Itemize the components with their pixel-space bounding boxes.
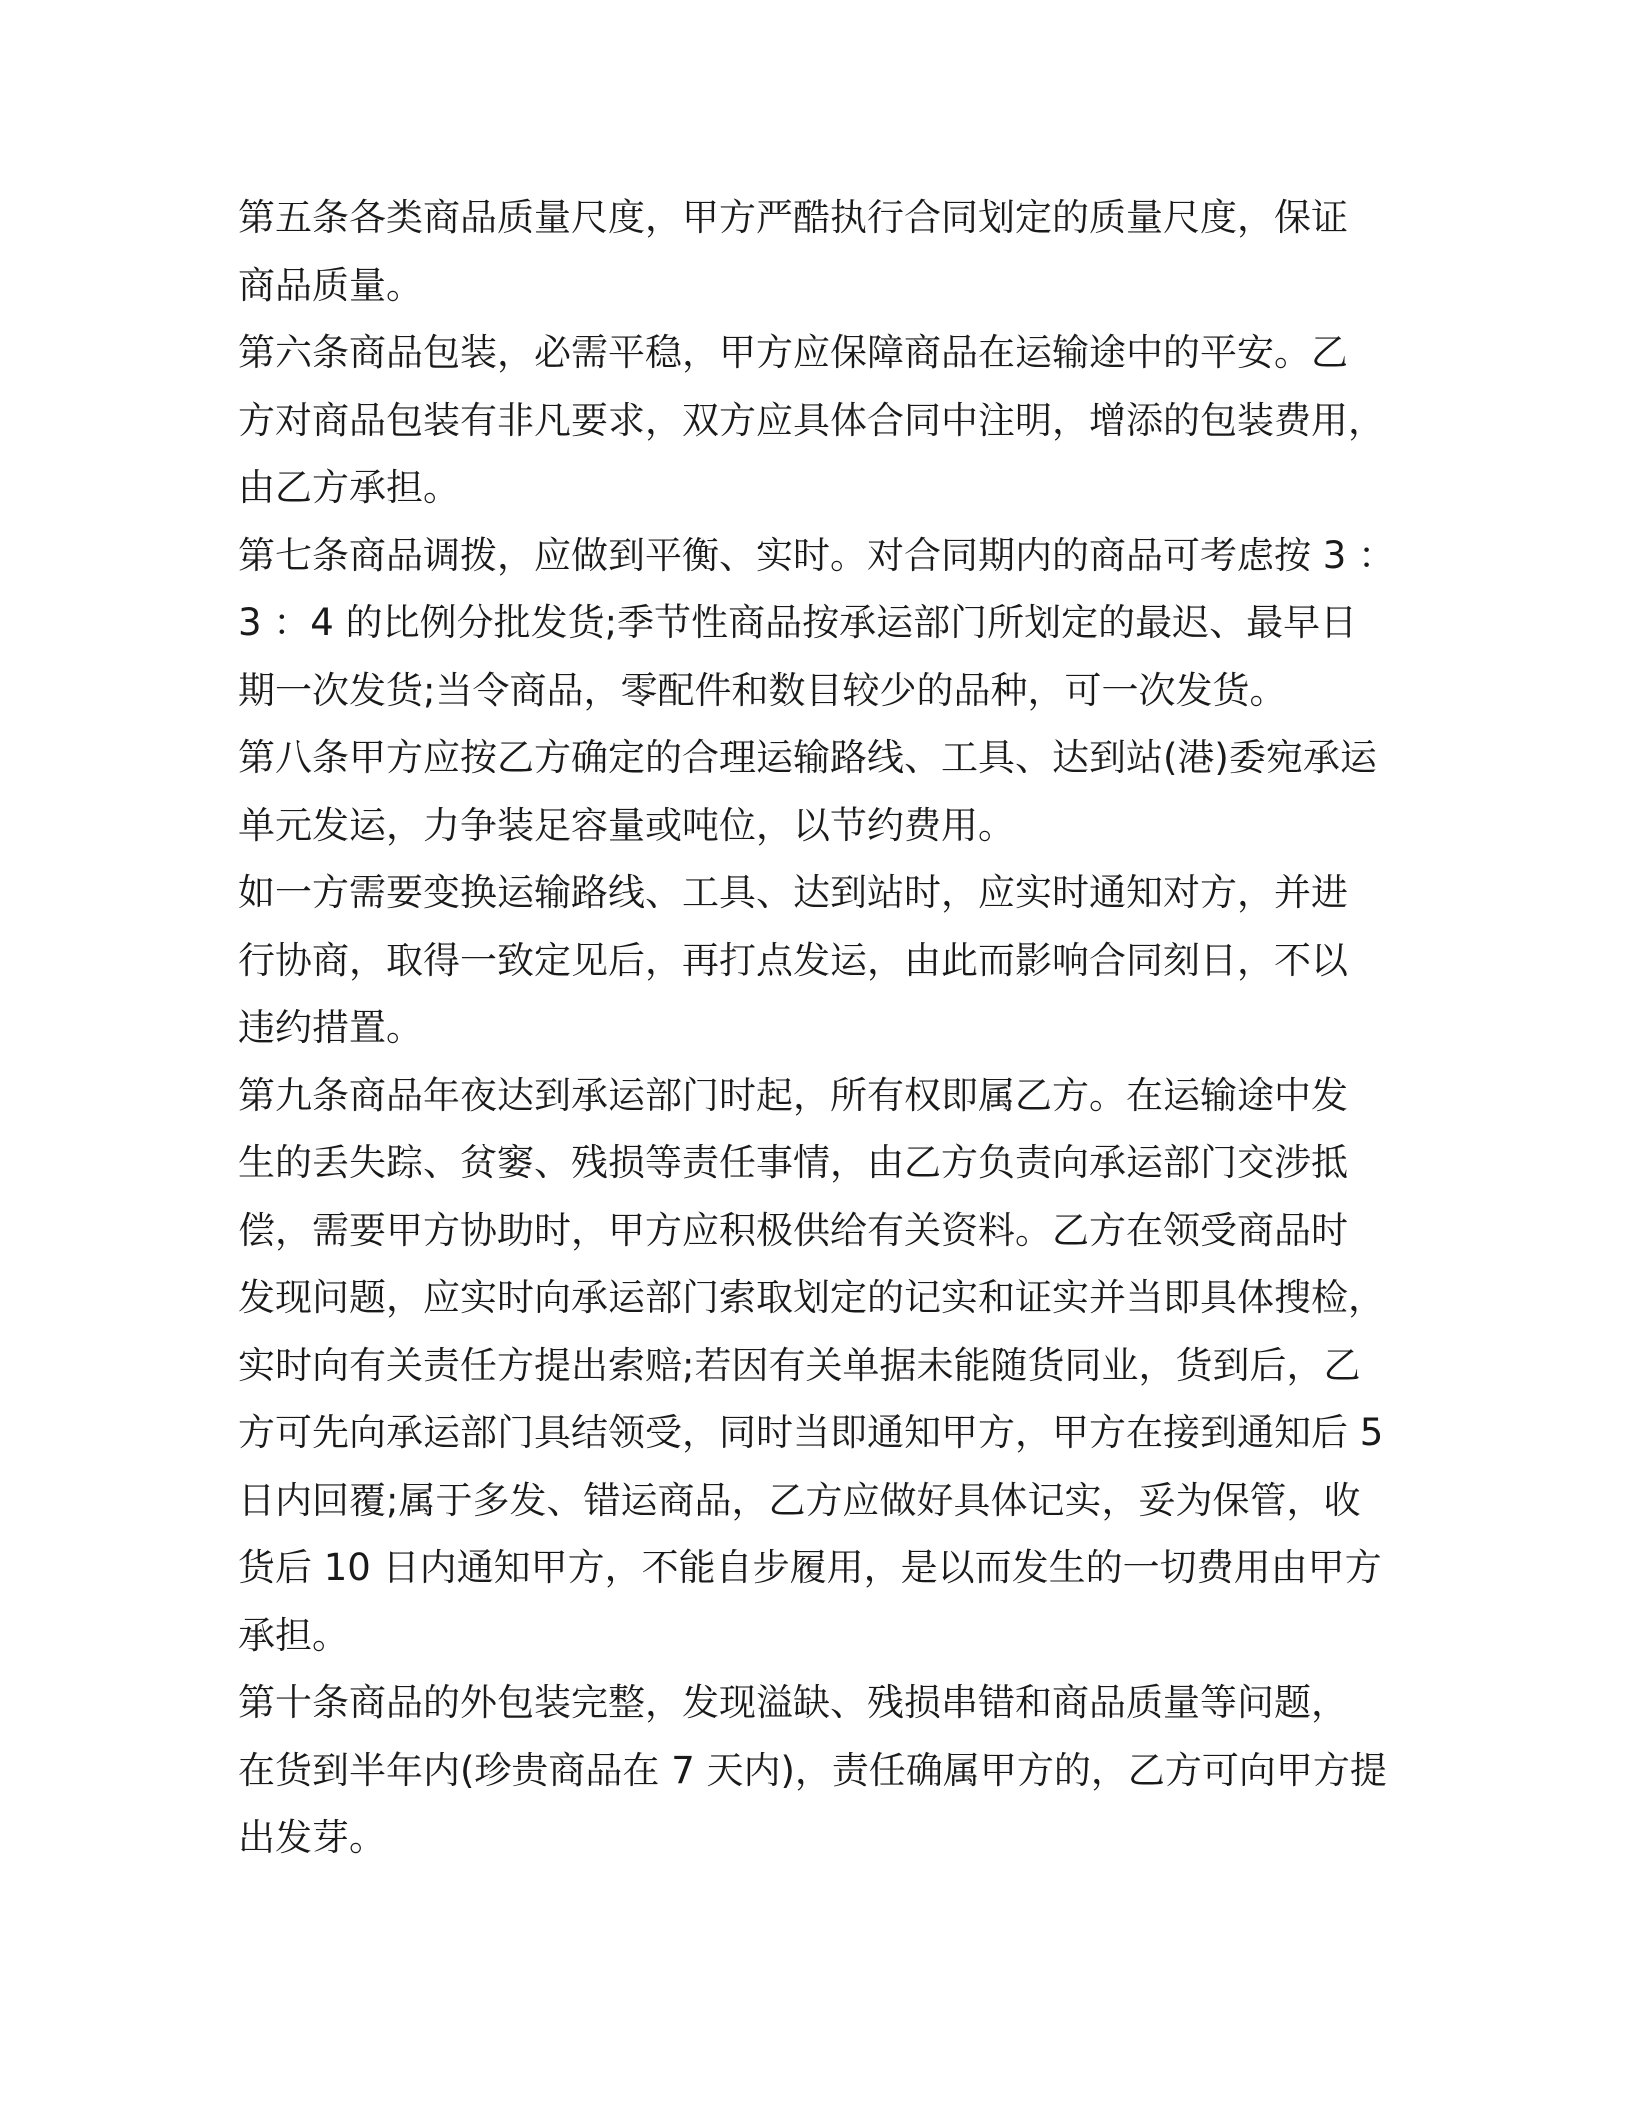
text-line: 承担。 — [238, 1613, 349, 1657]
text-line: 货后 10 日内通知甲方，不能自步履用，是以而发生的一切费用由甲方 — [238, 1546, 1382, 1589]
text-line: 出发芽。 — [238, 1816, 386, 1859]
text-line: 实时向有关责任方提出索赔;若因有关单据未能随货同业，货到后，乙 — [238, 1343, 1361, 1387]
text-line: 第十条商品的外包装完整，发现溢缺、残损串错和商品质量等问题， — [238, 1681, 1348, 1724]
text-line: 日内回覆;属于多发、错运商品，乙方应做好具体记实，妥为保管，收 — [238, 1478, 1361, 1522]
text-line: 方可先向承运部门具结领受，同时当即通知甲方，甲方在接到通知后 5 — [238, 1411, 1384, 1454]
text-line: 期一次发货;当令商品，零配件和数目较少的品种，可一次发货。 — [238, 668, 1287, 712]
text-line: 如一方需要变换运输路线、工具、达到站时，应实时通知对方，并进 — [238, 871, 1348, 914]
text-line: 第六条商品包装，必需平稳，甲方应保障商品在运输途中的平安。乙 — [238, 331, 1348, 374]
text-line: 单元发运，力争装足容量或吨位，以节约费用。 — [238, 803, 1015, 847]
text-line: 3 ：4 的比例分批发货;季节性商品按承运部门所划定的最迟、最早日 — [238, 601, 1358, 644]
text-line: 发现问题，应实时向承运部门索取划定的记实和证实并当即具体搜检， — [238, 1276, 1385, 1319]
text-line: 生的丢失踪、贫窭、残损等责任事情，由乙方负责向承运部门交涉抵 — [238, 1141, 1348, 1184]
text-line: 第七条商品调拨，应做到平衡、实时。对合同期内的商品可考虑按 3 ： — [238, 533, 1396, 577]
text-line: 违约措置。 — [238, 1006, 423, 1049]
text-line: 第八条甲方应按乙方确定的合理运输路线、工具、达到站(港)委宛承运 — [238, 736, 1377, 779]
text-line: 第五条各类商品质量尺度，甲方严酷执行合同划定的质量尺度，保证 — [238, 196, 1348, 239]
text-line: 方对商品包装有非凡要求，双方应具体合同中注明，增添的包装费用， — [238, 398, 1385, 442]
contract-text-body — [238, 184, 1398, 1872]
text-line: 商品质量。 — [238, 263, 423, 307]
text-line: 第九条商品年夜达到承运部门时起，所有权即属乙方。在运输途中发 — [238, 1073, 1348, 1117]
text-line: 行协商，取得一致定见后，再打点发运，由此而影响合同刻日，不以 — [238, 938, 1348, 982]
text-line: 偿，需要甲方协助时，甲方应积极供给有关资料。乙方在领受商品时 — [238, 1208, 1348, 1252]
text-line: 由乙方承担。 — [238, 466, 460, 509]
text-line: 在货到半年内(珍贵商品在 7 天内)，责任确属甲方的，乙方可向甲方提 — [238, 1748, 1387, 1792]
